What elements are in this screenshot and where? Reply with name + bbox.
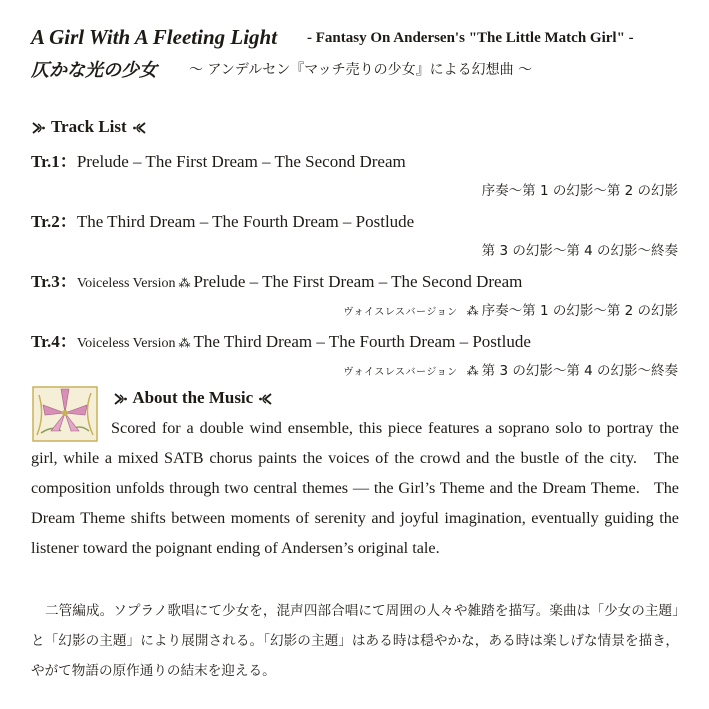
about-body-en-text: Scored for a double wind ensemble, this piece features a soprano solo to portray the girl, while a mixed SATB chorus paints the voices of the crowd and the bustle of the city. The composition unfolds through two central themes — the Girl’s Theme and the Dream Theme. The Dream Theme shifts between moments of serenity and joyful imagination, eventually guiding the listener toward the poignant ending of Andersen’s original tale.	[31, 419, 679, 557]
track-3-ja-line	[343, 299, 678, 319]
title-japanese: 仄かな光の少女	[31, 60, 157, 81]
track-3-line	[31, 267, 522, 292]
about-heading	[113, 388, 273, 408]
track-4-title-ja: 第 3 の幻影〜第 4 の幻影〜終奏	[481, 363, 678, 379]
ornament-right-icon	[257, 392, 273, 406]
illustration-spacer	[31, 413, 111, 443]
ornament-left-icon	[31, 121, 47, 135]
subtitle-japanese: 〜 アンデルセン『マッチ売りの少女』による幻想曲 〜	[189, 62, 533, 78]
track-1-title-ja: 序奏〜第 1 の幻影〜第 2 の幻影	[481, 183, 678, 199]
about-body-ja: 二管編成。ソプラノ歌唱にて少女を，混声四部合唱にて周囲の人々や雑踏を描写。楽曲は「少女の主題」と「幻影の主題」により展開される。「幻影の主題」はある時は穏やかな，ある時は楽しげな情景を描き，やがて物語の原作通りの結末を迎える。	[31, 603, 679, 679]
track-3-title-ja: 序奏〜第 1 の幻影〜第 2 の幻影	[481, 303, 678, 319]
track-2-line	[31, 207, 414, 232]
track-4-ja-line	[343, 359, 678, 379]
about-body-en	[31, 413, 679, 563]
asterism-icon: ⁂	[466, 364, 479, 378]
track-4-title-en: The Third Dream – The Fourth Dream – Postlude	[193, 332, 531, 351]
track-1-line	[31, 147, 406, 172]
tracklist-heading	[31, 117, 147, 137]
track-1-label: Tr.1：	[31, 152, 77, 171]
track-2-title-en: The Third Dream – The Fourth Dream – Postlude	[76, 212, 415, 231]
track-4-label: Tr.4：	[31, 332, 77, 351]
track-2-title-ja: 第 3 の幻影〜第 4 の幻影〜終奏	[481, 243, 678, 259]
track-4-line	[31, 327, 531, 352]
track-3-voiceless: Voiceless Version	[76, 276, 176, 291]
track-3-kana: ヴォイスレスバージョン	[343, 307, 458, 318]
asterism-icon: ⁂	[466, 304, 479, 318]
track-3-label: Tr.3：	[31, 272, 77, 291]
tracklist-heading-text: Track List	[50, 117, 127, 136]
track-2-label: Tr.2：	[31, 212, 77, 231]
ornament-right-icon	[131, 121, 147, 135]
title-english: A Girl With A Fleeting Light	[31, 25, 278, 49]
track-3-title-en: Prelude – The First Dream – The Second Dream	[193, 272, 523, 291]
asterism-icon: ⁂	[178, 276, 191, 290]
ornament-left-icon	[113, 392, 129, 406]
about-heading-text: About the Music	[132, 388, 254, 407]
asterism-icon: ⁂	[178, 336, 191, 350]
track-1-title-en: Prelude – The First Dream – The Second Dream	[76, 152, 406, 171]
track-4-voiceless: Voiceless Version	[76, 336, 176, 351]
subtitle-english: - Fantasy On Andersen's "The Little Match Girl" -	[307, 30, 634, 46]
track-4-kana: ヴォイスレスバージョン	[343, 367, 458, 378]
